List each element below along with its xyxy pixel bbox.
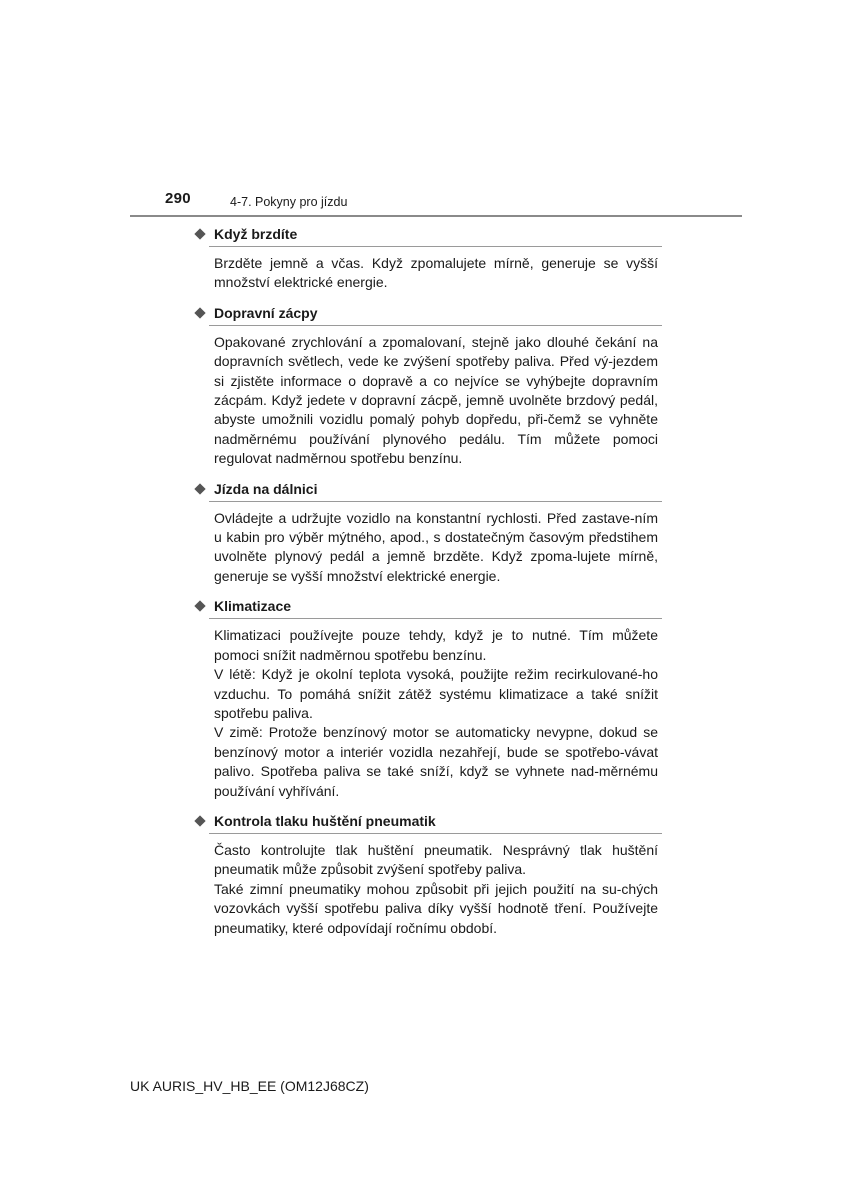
page-number: 290: [165, 190, 191, 207]
section-body: [214, 333, 658, 469]
paragraph: Ovládejte a udržujte vozidlo na konstantní rychlosti. Před zastave-ním u kabin pro výběr mýtného, apod., s dostatečným časovým předstihem uvolněte plynový pedál a jemně brzděte. Když zpoma-lujete mírně, generuje se vyšší množství elektrické energie.: [214, 509, 658, 584]
section-heading: [193, 596, 663, 616]
paragraph: Často kontrolujte tlak huštění pneumatik. Nesprávný tlak huštění pneumatik může způsobit zvýšení spotřeby paliva.: [214, 841, 658, 878]
section-body: [214, 509, 658, 587]
section-rule: [209, 501, 662, 502]
diamond-bullet-icon: [194, 601, 205, 612]
section-title: Dopravní zácpy: [214, 304, 318, 321]
section-heading: [193, 479, 663, 499]
section-rule: [209, 246, 662, 247]
section-title: Jízda na dálnici: [214, 480, 318, 497]
section-rule: [209, 618, 662, 619]
diamond-bullet-icon: [194, 228, 205, 239]
section-title: Když brzdíte: [214, 226, 298, 242]
section-heading: [193, 303, 663, 323]
paragraph: V zimě: Protože benzínový motor se automaticky nevypne, dokud se benzínový motor a interiér vozidla nezahřejí, bude se spotřebo-vávat palivo. Spotřeba paliva se také sníží, když se vyhnete nad-měrnému používání vyhřívání.: [214, 724, 658, 799]
section-traffic-jams: [193, 303, 663, 469]
section-air-conditioning: [193, 596, 663, 801]
section-body: [214, 626, 658, 801]
paragraph: Opakované zrychlování a zpomalovaní, stejně jako dlouhé čekání na dopravních světlech, vede ke zvýšení spotřeby paliva. Před vý-jezdem si zjistěte informace o dopravě a co nejvíce se vyhýbejte dopravním zácpám. Když jedete v dopravní zácpě, jemně uvolněte brzdový pedál, abyste umožnili vozidlu pomalý pohyb dopředu, při-čemž se vyhněte nadměrnému používání plynového pedálu. Tím můžete pomoci regulovat nadměrnou spotřebu benzínu.: [214, 333, 658, 467]
section-body: [214, 841, 658, 938]
header-rule: [130, 215, 742, 217]
section-body: [214, 254, 658, 293]
diamond-bullet-icon: [194, 815, 205, 826]
section-heading: [193, 811, 663, 831]
section-braking: [193, 224, 663, 293]
section-tire-pressure: [193, 811, 663, 938]
paragraph: V létě: Když je okolní teplota vysoká, použijte režim recirkulované-ho vzduchu. To pomáhá snížit zátěž systému klimatizace a také snížit spotřebu paliva.: [214, 666, 658, 721]
section-highway: [193, 479, 663, 587]
paragraph: Klimatizaci používejte pouze tehdy, když je to nutné. Tím můžete pomoci snížit nadměrnou spotřebu benzínu.: [214, 627, 658, 663]
paragraph: Také zimní pneumatiky mohou způsobit při jejich použití na su-chých vozovkách vyšší spotřebu paliva díky vyšší hodnotě tření. Používejte pneumatiky, které odpovídají ročnímu období.: [214, 880, 658, 936]
diamond-bullet-icon: [194, 483, 205, 494]
section-rule: [209, 833, 662, 834]
chapter-header: 4-7. Pokyny pro jízdu: [230, 195, 348, 209]
footer-model-code: UK AURIS_HV_HB_EE (OM12J68CZ): [130, 1078, 369, 1094]
content-area: [193, 224, 663, 948]
section-title: Kontrola tlaku huštění pneumatik: [214, 812, 436, 829]
section-heading: [193, 224, 663, 244]
diamond-bullet-icon: [194, 307, 205, 318]
section-title: Klimatizace: [214, 598, 292, 615]
paragraph: Brzděte jemně a včas. Když zpomalujete mírně, generuje se vyšší množství elektrické energie.: [214, 255, 658, 291]
section-rule: [209, 325, 662, 326]
